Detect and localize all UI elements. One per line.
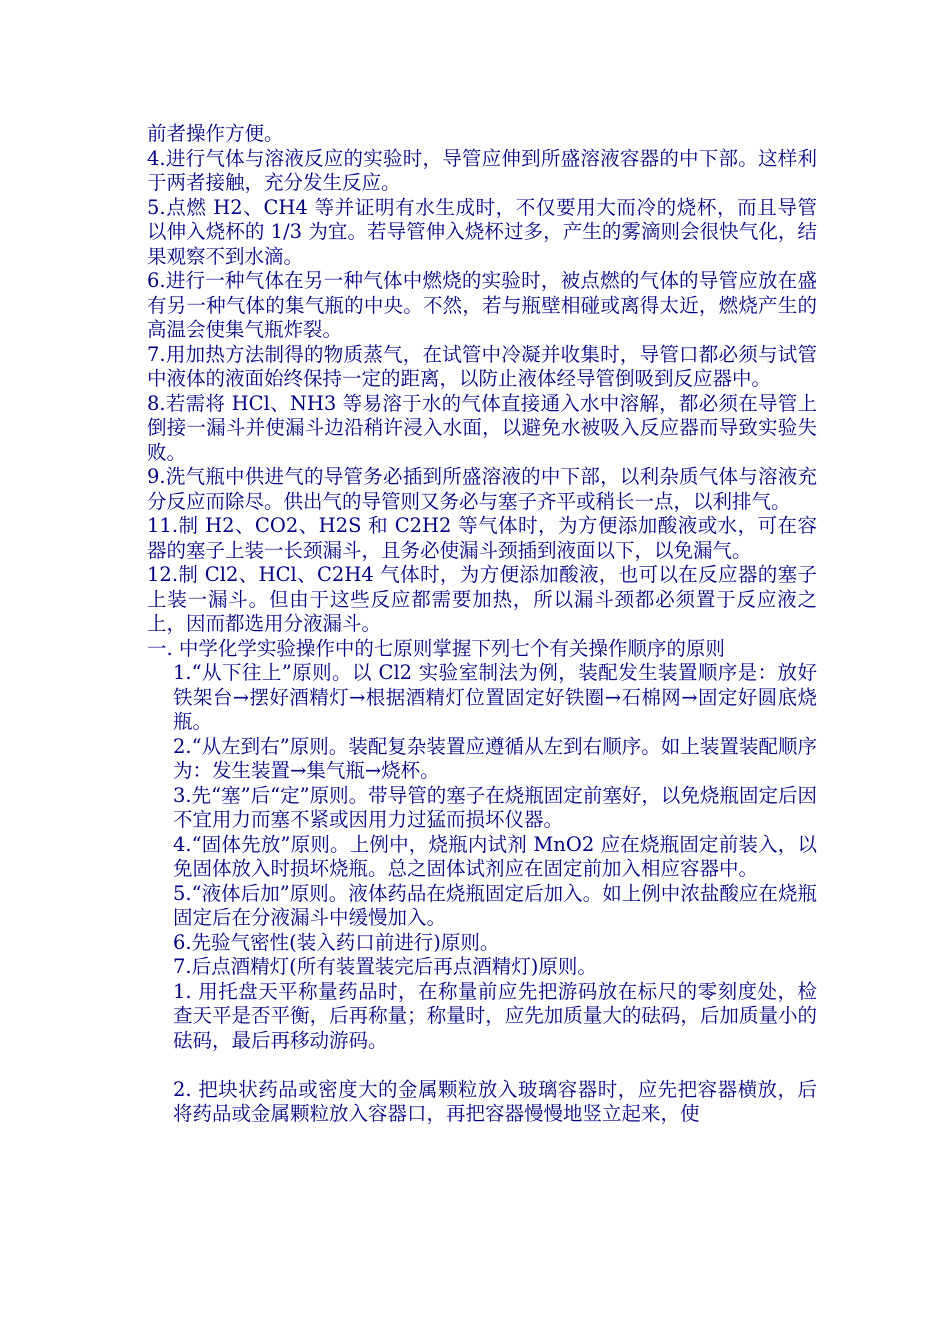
principle-item: 7.后点酒精灯(所有装置装完后再点酒精灯)原则。 (173, 955, 597, 978)
paragraph-rule-6: 6.进行一种气体在另一种气体中燃烧的实验时，被点燃的气体的导管应放在盛有另一种气体的集气瓶的中央。不然，若与瓶壁相碰或离得太近，燃烧产生的高温会使集气瓶炸裂。 (147, 269, 817, 341)
principle-item: 3.先“塞”后“定”原则。带导管的塞子在烧瓶固定前塞好，以免烧瓶固定后因不宜用力而塞不紧或因用力过猛而损坏仪器。 (173, 783, 817, 831)
paragraph-continuation: 前者操作方便。 (147, 122, 284, 145)
section-heading: 一. 中学化学实验操作中的七原则掌握下列七个有关操作顺序的原则 (147, 636, 725, 660)
principle-item: 5.“液体后加”原则。液体药品在烧瓶固定后加入。如上例中浓盐酸应在烧瓶固定后在分液漏斗中缓慢加入。 (173, 881, 817, 929)
principle-item: 1.“从下往上”原则。以 Cl2 实验室制法为例，装配发生装置顺序是：放好铁架台→摆好酒精灯→根据酒精灯位置固定好铁圈→石棉网→固定好圆底烧瓶。 (173, 661, 817, 733)
paragraph-rule-8: 8.若需将 HCl、NH3 等易溶于水的气体直接通入水中溶解，都必须在导管上倒接一漏斗并使漏斗边沿稍许浸入水面，以避免水被吸入反应器而导致实验失败。 (147, 391, 817, 464)
paragraph-rule-9: 9.洗气瓶中供进气的导管务必插到所盛溶液的中下部，以利杂质气体与溶液充分反应而除尽。供出气的导管则又务必与塞子齐平或稍长一点，以利排气。 (147, 465, 817, 513)
principles-list (147, 661, 817, 1127)
paragraph-rule-4: 4.进行气体与溶液反应的实验时，导管应伸到所盛溶液容器的中下部。这样利于两者接触，充分发生反应。 (147, 146, 817, 194)
paragraph-rule-12: 12.制 Cl2、HCl、C2H4 气体时，为方便添加酸液，也可以在反应器的塞子上装一漏斗。但由于这些反应都需要加热，所以漏斗颈都必须置于反应液之上，因而都选用分液漏斗。 (147, 563, 817, 635)
principle-item: 4.“固体先放”原则。上例中，烧瓶内试剂 MnO2 应在烧瓶固定前装入，以免固体放入时损坏烧瓶。总之固体试剂应在固定前加入相应容器中。 (173, 832, 817, 880)
paragraph-rule-11: 11.制 H2、CO2、H2S 和 C2H2 等气体时，为方便添加酸液或水，可在容器的塞子上装一长颈漏斗，且务必使漏斗颈插到液面以下，以免漏气。 (147, 514, 817, 562)
extra-item-1: 1. 用托盘天平称量药品时，在称量前应先把游码放在标尺的零刻度处，检查天平是否平衡，后再称量；称量时，应先加质量大的砝码，后加质量小的砝码，最后再移动游码。 (173, 979, 817, 1052)
principle-item: 2.“从左到右”原则。装配复杂装置应遵循从左到右顺序。如上装置装配顺序为：发生装置→集气瓶→烧杯。 (173, 734, 817, 782)
paragraph-rule-7: 7.用加热方法制得的物质蒸气，在试管中冷凝并收集时，导管口都必须与试管中液体的液面始终保持一定的距离，以防止液体经导管倒吸到反应器中。 (147, 342, 817, 390)
extra-item-2: 2. 把块状药品或密度大的金属颗粒放入玻璃容器时，应先把容器横放，后将药品或金属颗粒放入容器口，再把容器慢慢地竖立起来，使 (173, 1077, 817, 1125)
principle-item: 6.先验气密性(装入药口前进行)原则。 (173, 930, 500, 954)
blank-line (173, 1053, 817, 1078)
paragraph-rule-5: 5.点燃 H2、CH4 等并证明有水生成时，不仅要用大而冷的烧杯，而且导管以伸入烧杯的 1/3 为宜。若导管伸入烧杯过多，产生的雾滴则会很快气化，结果观察不到水滴。 (147, 195, 817, 268)
document-body (147, 122, 817, 1127)
